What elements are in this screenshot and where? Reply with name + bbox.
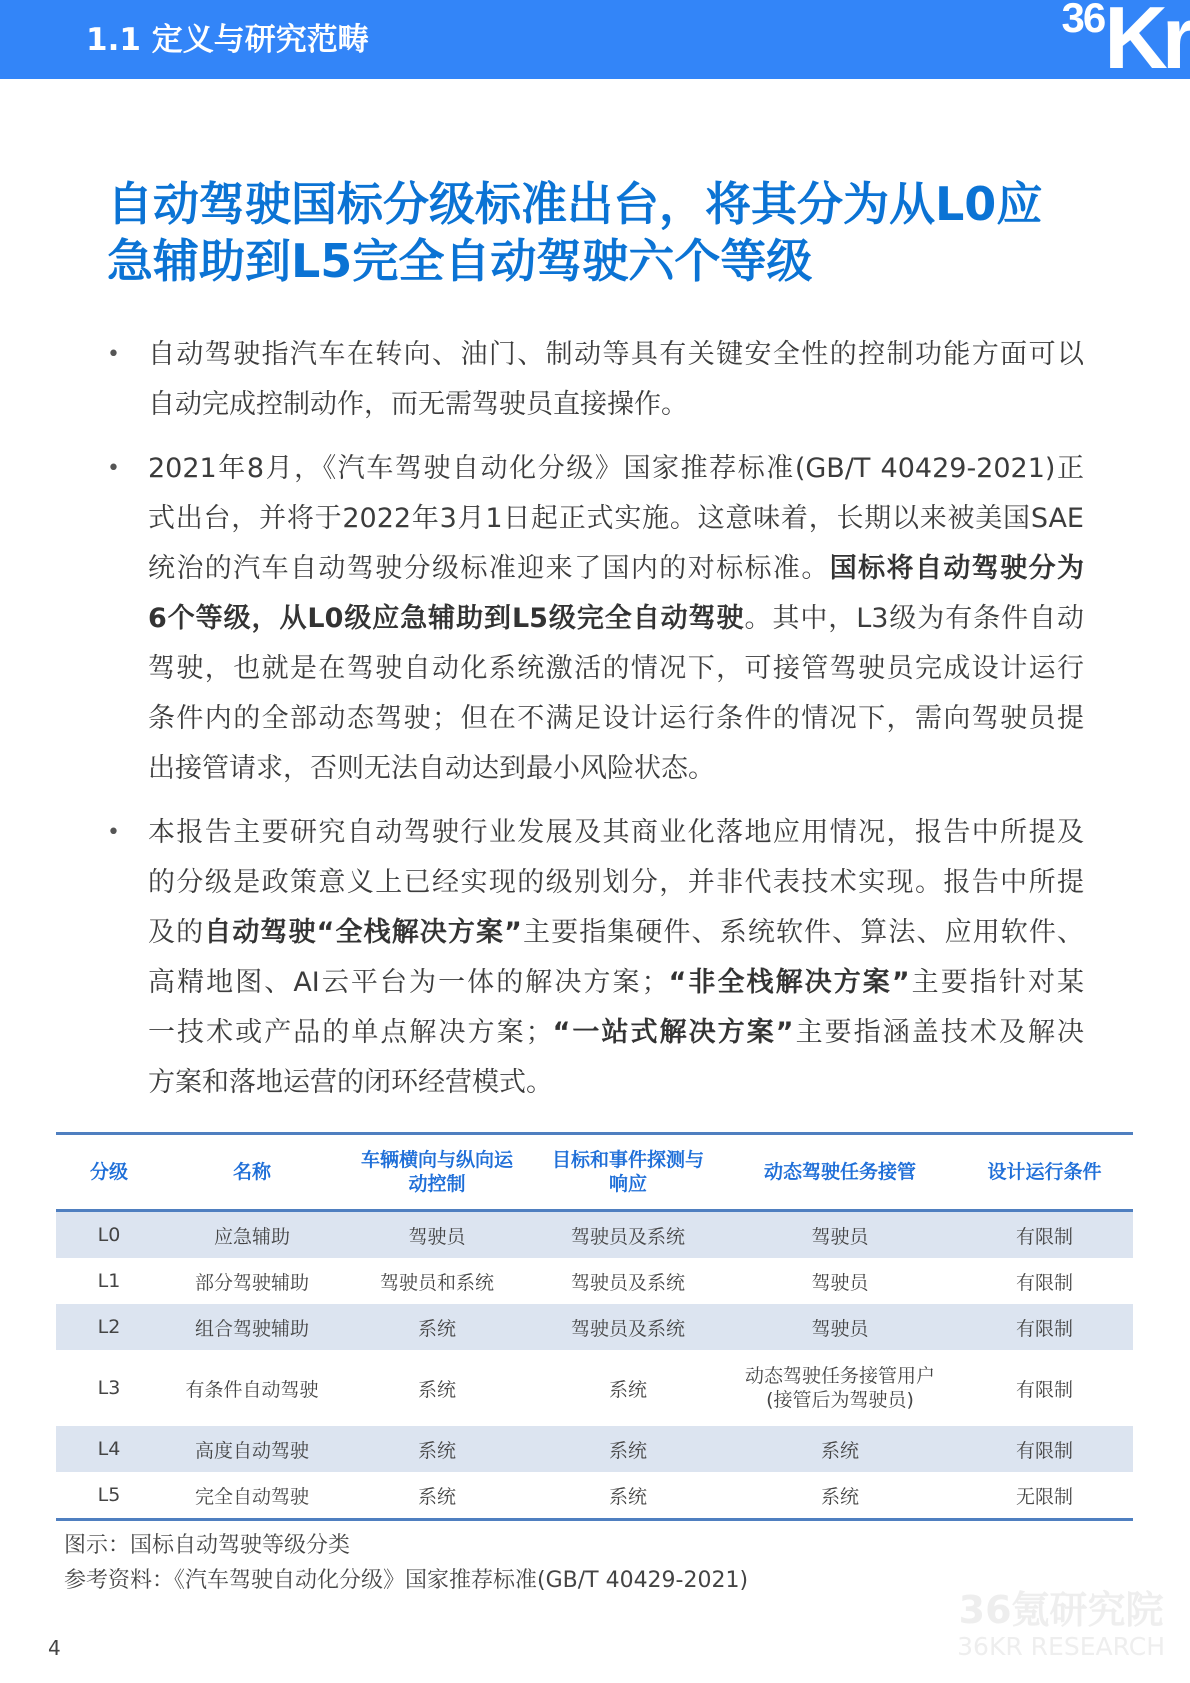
- table-cell: [342, 1436, 532, 1463]
- table-cell: [532, 1222, 724, 1249]
- text-segment: 一技术或产品的单点解决方案；: [148, 1017, 553, 1048]
- text-segment: 驾驶，也就是在驾驶自动化系统激活的情况下，可接管驾驶员完成设计运行: [148, 653, 1084, 684]
- cell-text: L3: [97, 1377, 121, 1399]
- source-caption: 参考资料：《汽车驾驶自动化分级》国家推荐标准(GB/T 40429-2021): [64, 1568, 749, 1593]
- watermark-title: 36氪研究院: [958, 1588, 1164, 1632]
- cell-text: 部分驾驶辅助: [194, 1271, 309, 1294]
- column-header: [724, 1160, 956, 1184]
- paragraph-line: [148, 694, 1084, 744]
- table-row: [56, 1426, 1133, 1472]
- cell-text: 组合驾驶辅助: [194, 1317, 309, 1340]
- table-row: [56, 1304, 1133, 1350]
- page-headline: [107, 176, 1107, 290]
- paragraph-line: [148, 908, 1084, 958]
- text-segment: 统治的汽车自动驾驶分级标准迎来了国内的对标标准。: [148, 553, 830, 584]
- headline-line: 急辅助到L5完全自动驾驶六个等级: [107, 234, 813, 288]
- header-text: 车辆横向与纵向运: [360, 1149, 513, 1171]
- cell-text: 驾驶员及系统: [570, 1271, 685, 1294]
- cell-text: 有限制: [1015, 1225, 1073, 1248]
- table-cell: [56, 1224, 162, 1246]
- paragraph-line: [148, 744, 1084, 794]
- text-segment: 主要指针对某: [909, 967, 1085, 998]
- header-text: 动态驾驶任务接管: [763, 1161, 916, 1183]
- table-cell: [724, 1436, 956, 1463]
- bold-text: 6个等级，从L0级应急辅助到L5级完全自动驾驶: [148, 603, 745, 634]
- paragraph-line: [148, 958, 1084, 1008]
- cell-text: 有限制: [1015, 1378, 1073, 1401]
- header-text: 名称: [232, 1161, 271, 1183]
- cell-text: 完全自动驾驶: [194, 1485, 309, 1508]
- table-cell: [956, 1314, 1133, 1341]
- paragraph-line: [148, 544, 1084, 594]
- table-cell: [162, 1482, 342, 1509]
- table-cell: [724, 1482, 956, 1509]
- text-segment: 条件内的全部动态驾驶；但在不满足设计运行条件的情况下，需向驾驶员提: [148, 703, 1084, 734]
- bullet-item: [107, 808, 1087, 1108]
- text-segment: 主要指集硬件、系统软件、算法、应用软件、: [521, 917, 1085, 948]
- text-segment: 本报告主要研究自动驾驶行业发展及其商业化落地应用情况，报告中所提及: [148, 817, 1084, 848]
- cell-text: 驾驶员及系统: [570, 1317, 685, 1340]
- table-cell: [342, 1314, 532, 1341]
- column-header: [162, 1160, 342, 1184]
- paragraph-line: [148, 1008, 1084, 1058]
- paragraph-line: [148, 330, 1084, 380]
- table-cell: [56, 1316, 162, 1338]
- header-text: 设计运行条件: [987, 1161, 1102, 1183]
- logo-letters: Kr: [1104, 0, 1190, 87]
- section-header-bar: [0, 0, 1190, 87]
- bullet-dot-icon: •: [107, 820, 120, 845]
- cell-text: 系统: [417, 1485, 456, 1508]
- bold-text: “一站式解决方案”: [552, 1017, 794, 1048]
- cell-text: 驾驶员: [408, 1225, 466, 1248]
- cell-text: (接管后为驾驶员): [766, 1389, 914, 1411]
- cell-text: 系统: [608, 1439, 647, 1462]
- table-cell: [724, 1364, 956, 1412]
- paragraph-line: [148, 494, 1084, 544]
- bullet-list: [107, 330, 1087, 1122]
- table-cell: [342, 1222, 532, 1249]
- header-text: 分级: [89, 1161, 128, 1183]
- bold-text: “非全栈解决方案”: [668, 967, 910, 998]
- table-cell: [56, 1270, 162, 1292]
- table-cell: [956, 1222, 1133, 1249]
- text-segment: 及的: [148, 917, 205, 948]
- cell-text: 高度自动驾驶: [194, 1439, 309, 1462]
- table-cell: [532, 1375, 724, 1402]
- cell-text: 驾驶员: [811, 1271, 869, 1294]
- table-cell: [56, 1377, 162, 1399]
- cell-text: L0: [97, 1224, 121, 1246]
- cell-text: 系统: [417, 1378, 456, 1401]
- cell-text: 有限制: [1015, 1439, 1073, 1462]
- table-cell: [532, 1436, 724, 1463]
- header-text: 动控制: [408, 1173, 466, 1195]
- table-row: [56, 1212, 1133, 1258]
- paragraph-line: [148, 594, 1084, 644]
- bullet-dot-icon: •: [107, 342, 120, 367]
- table-cell: [162, 1375, 342, 1402]
- cell-text: 驾驶员及系统: [570, 1225, 685, 1248]
- text-segment: 2021年8月，《汽车驾驶自动化分级》国家推荐标准(GB/T 40429-2021)正: [148, 453, 1084, 484]
- table-cell: [956, 1436, 1133, 1463]
- watermark-subtitle: 36KR RESEARCH: [957, 1632, 1165, 1661]
- bold-text: 自动驾驶“全栈解决方案”: [204, 917, 522, 948]
- table-header-row: [56, 1135, 1133, 1212]
- table-cell: [56, 1438, 162, 1460]
- paragraph-line: [148, 858, 1084, 908]
- cell-text: 系统: [608, 1485, 647, 1508]
- table-cell: [532, 1314, 724, 1341]
- logo-digits: 36: [1061, 0, 1105, 41]
- cell-text: L2: [97, 1316, 121, 1338]
- text-segment: 自动完成控制动作，而无需驾驶员直接操作。: [148, 389, 688, 420]
- table-cell: [532, 1268, 724, 1295]
- cell-text: 系统: [608, 1378, 647, 1401]
- table-row: [56, 1258, 1133, 1304]
- table-cell: [724, 1222, 956, 1249]
- column-header: [342, 1148, 532, 1196]
- table-cell: [162, 1314, 342, 1341]
- cell-text: 无限制: [1015, 1485, 1073, 1508]
- cell-text: 驾驶员和系统: [379, 1271, 494, 1294]
- bold-text: 国标将自动驾驶分为: [829, 553, 1084, 584]
- page-number: 4: [48, 1636, 61, 1660]
- table-cell: [956, 1482, 1133, 1509]
- paragraph-line: [148, 380, 1084, 430]
- cell-text: 系统: [417, 1317, 456, 1340]
- text-segment: 式出台，并将于2022年3月1日起正式实施。这意味着，长期以来被美国SAE: [148, 503, 1084, 534]
- cell-text: 系统: [417, 1439, 456, 1462]
- table-cell: [724, 1314, 956, 1341]
- cell-text: 驾驶员: [811, 1225, 869, 1248]
- cell-text: 驾驶员: [811, 1317, 869, 1340]
- cell-text: 系统: [820, 1485, 859, 1508]
- text-segment: 高精地图、AI云平台为一体的解决方案；: [148, 967, 669, 998]
- cell-text: 有限制: [1015, 1317, 1073, 1340]
- table-cell: [724, 1268, 956, 1295]
- bullet-item: [107, 444, 1087, 794]
- cell-text: 系统: [820, 1439, 859, 1462]
- paragraph-line: [148, 1058, 1084, 1108]
- text-segment: 出接管请求，否则无法自动达到最小风险状态。: [148, 753, 715, 784]
- cell-text: L1: [97, 1270, 121, 1292]
- cell-text: L5: [97, 1484, 121, 1506]
- 36kr-logo: [1061, 0, 1190, 87]
- header-text: 目标和事件探测与: [551, 1149, 704, 1171]
- cell-text: 有条件自动驾驶: [185, 1378, 319, 1401]
- autonomy-level-table: [56, 1132, 1133, 1521]
- cell-text: 动态驾驶任务接管用户: [744, 1365, 935, 1387]
- text-segment: 方案和落地运营的闭环经营模式。: [148, 1067, 553, 1098]
- text-segment: 的分级是政策意义上已经实现的级别划分，并非代表技术实现。报告中所提: [148, 867, 1084, 898]
- text-segment: 自动驾驶指汽车在转向、油门、制动等具有关键安全性的控制功能方面可以: [148, 339, 1084, 370]
- bullet-item: [107, 330, 1087, 430]
- table-cell: [956, 1375, 1133, 1402]
- text-segment: 。其中，L3级为有条件自动: [744, 603, 1084, 634]
- cell-text: L4: [97, 1438, 121, 1460]
- cell-text: 有限制: [1015, 1271, 1073, 1294]
- header-text: 响应: [608, 1173, 647, 1195]
- table-cell: [342, 1375, 532, 1402]
- cell-text: 应急辅助: [213, 1225, 290, 1248]
- paragraph-line: [148, 808, 1084, 858]
- paragraph-line: [148, 644, 1084, 694]
- section-title: 1.1 定义与研究范畴: [86, 22, 369, 58]
- table-row: [56, 1472, 1133, 1518]
- column-header: [56, 1160, 162, 1184]
- figure-caption: 图示：国标自动驾驶等级分类: [64, 1533, 351, 1558]
- table-cell: [162, 1268, 342, 1295]
- table-cell: [162, 1222, 342, 1249]
- table-cell: [956, 1268, 1133, 1295]
- bullet-dot-icon: •: [107, 456, 120, 481]
- table-row: [56, 1350, 1133, 1426]
- headline-line: 自动驾驶国标分级标准出台，将其分为从L0应: [107, 177, 1043, 231]
- column-header: [532, 1148, 724, 1196]
- table-cell: [532, 1482, 724, 1509]
- text-segment: 主要指涵盖技术及解决: [793, 1017, 1085, 1048]
- paragraph-line: [148, 444, 1084, 494]
- watermark: [957, 1588, 1165, 1662]
- column-header: [956, 1160, 1133, 1184]
- table-cell: [56, 1484, 162, 1506]
- table-cell: [342, 1482, 532, 1509]
- table-cell: [342, 1268, 532, 1295]
- table-cell: [162, 1436, 342, 1463]
